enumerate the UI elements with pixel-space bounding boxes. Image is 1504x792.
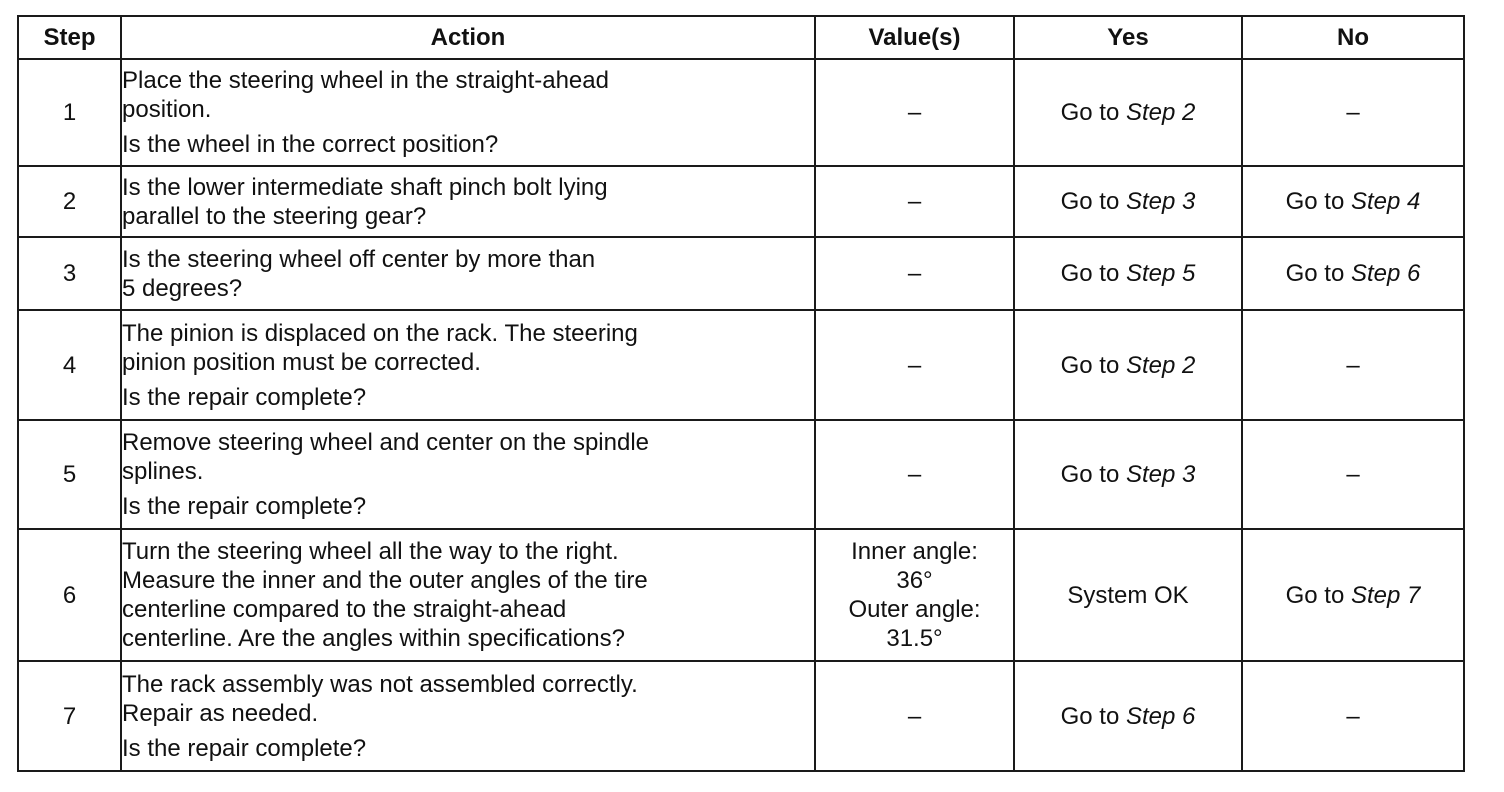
value-line: Outer angle: xyxy=(848,596,981,623)
yes-prefix: Go to xyxy=(1060,260,1126,287)
action-question: Is the wheel in the correct position? xyxy=(122,131,499,158)
no-cell xyxy=(1242,166,1464,237)
value-cell: – xyxy=(815,237,1014,310)
action-cell xyxy=(121,661,815,771)
yes-prefix: Go to xyxy=(1060,188,1126,215)
action-line: centerline. Are the angles within specifications? xyxy=(122,625,625,652)
action-line: The pinion is displaced on the rack. The steering xyxy=(122,319,638,347)
table-row xyxy=(18,420,1464,529)
yes-cell xyxy=(1014,310,1242,420)
action-question: Is the repair complete? xyxy=(122,734,367,762)
action-line: Is the steering wheel off center by more than xyxy=(122,245,596,273)
step-number: 4 xyxy=(18,310,121,420)
action-line: The rack assembly was not assembled correctly. xyxy=(122,670,638,698)
action-question: Is the repair complete? xyxy=(122,493,367,520)
action-question: Is the repair complete? xyxy=(122,383,367,411)
header-row xyxy=(18,16,1464,59)
action-line: 5 degrees? xyxy=(122,274,243,302)
action-cell xyxy=(121,166,815,237)
yes-cell xyxy=(1014,420,1242,529)
step-number: 1 xyxy=(18,59,121,166)
step-number: 6 xyxy=(18,529,121,661)
no-prefix: Go to xyxy=(1285,581,1351,609)
action-cell xyxy=(121,237,815,310)
yes-step-link: Step 2 xyxy=(1125,99,1196,126)
no-cell: – xyxy=(1242,59,1464,166)
header-no: No xyxy=(1242,16,1464,59)
action-line: Remove steering wheel and center on the spindle xyxy=(122,429,649,456)
value-line: Inner angle: xyxy=(851,538,978,565)
step-number: 7 xyxy=(18,661,121,771)
step-number: 3 xyxy=(18,237,121,310)
no-cell: – xyxy=(1242,310,1464,420)
action-line: Turn the steering wheel all the way to the right. xyxy=(122,538,619,565)
yes-step-link: Step 3 xyxy=(1125,461,1196,488)
no-cell: – xyxy=(1242,661,1464,771)
no-cell xyxy=(1242,529,1464,661)
action-line: parallel to the steering gear? xyxy=(122,202,427,230)
yes-cell xyxy=(1014,237,1242,310)
table-row xyxy=(18,166,1464,237)
yes-prefix: Go to xyxy=(1060,99,1126,126)
action-cell xyxy=(121,310,815,420)
value-line: 36° xyxy=(896,567,933,594)
value-line: 31.5° xyxy=(886,625,943,652)
action-line: pinion position must be corrected. xyxy=(122,348,481,376)
header-values: Value(s) xyxy=(815,16,1014,59)
value-cell: – xyxy=(815,420,1014,529)
no-step-link: Step 4 xyxy=(1350,188,1421,215)
action-line: position. xyxy=(122,96,212,123)
action-line: Is the lower intermediate shaft pinch bolt lying xyxy=(122,173,608,201)
value-cell: – xyxy=(815,661,1014,771)
yes-cell xyxy=(1014,661,1242,771)
header-step: Step xyxy=(18,16,121,59)
action-cell xyxy=(121,529,815,661)
value-cell: – xyxy=(815,310,1014,420)
diagnostic-table xyxy=(17,15,1465,772)
yes-step-link: Step 5 xyxy=(1125,260,1196,287)
yes-prefix: Go to xyxy=(1060,702,1126,730)
action-line: splines. xyxy=(122,458,204,485)
value-cell: – xyxy=(815,59,1014,166)
action-cell xyxy=(121,420,815,529)
value-cell: – xyxy=(815,166,1014,237)
action-line: Place the steering wheel in the straight-ahead xyxy=(122,67,609,94)
no-prefix: Go to xyxy=(1285,188,1351,215)
table-row xyxy=(18,529,1464,661)
step-number: 2 xyxy=(18,166,121,237)
no-prefix: Go to xyxy=(1285,260,1351,287)
header-yes: Yes xyxy=(1014,16,1242,59)
action-line: centerline compared to the straight-ahead xyxy=(122,596,567,623)
yes-cell: System OK xyxy=(1014,529,1242,661)
value-cell xyxy=(815,529,1014,661)
header-action: Action xyxy=(121,16,815,59)
no-step-link: Step 7 xyxy=(1350,581,1421,609)
action-line: Repair as needed. xyxy=(122,699,319,727)
yes-step-link: Step 2 xyxy=(1125,351,1196,379)
no-step-link: Step 6 xyxy=(1350,260,1421,287)
yes-step-link: Step 6 xyxy=(1125,702,1196,730)
table-row xyxy=(18,661,1464,771)
table-row xyxy=(18,310,1464,420)
yes-cell xyxy=(1014,59,1242,166)
yes-prefix: Go to xyxy=(1060,351,1126,379)
table-row xyxy=(18,59,1464,166)
yes-prefix: Go to xyxy=(1060,461,1126,488)
yes-cell xyxy=(1014,166,1242,237)
yes-step-link: Step 3 xyxy=(1125,188,1196,215)
table-row xyxy=(18,237,1464,310)
action-cell xyxy=(121,59,815,166)
action-line: Measure the inner and the outer angles of the tire xyxy=(122,567,648,594)
no-cell xyxy=(1242,237,1464,310)
no-cell: – xyxy=(1242,420,1464,529)
step-number: 5 xyxy=(18,420,121,529)
